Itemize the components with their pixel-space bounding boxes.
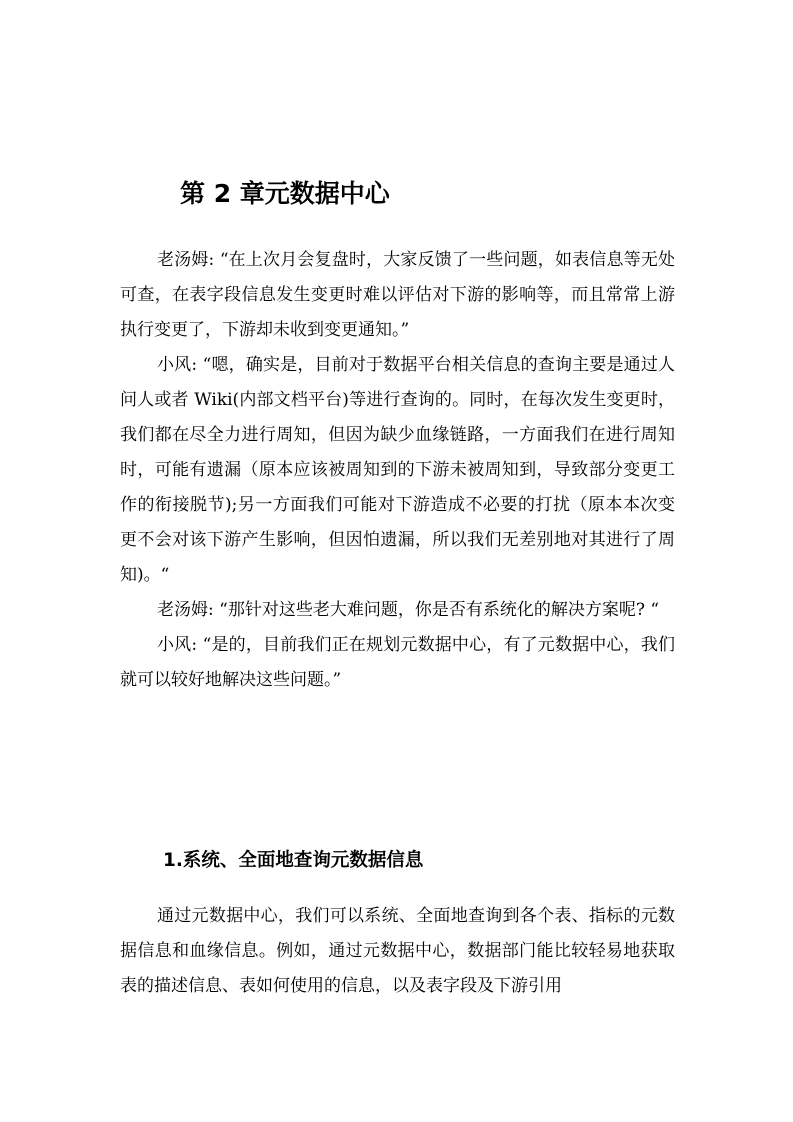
section-paragraph: 通过元数据中心，我们可以系统、全面地查询到各个表、指标的元数据信息和血缘信息。例如，通过元数据中心，数据部门能比较轻易地获取表的描述信息、表如何使用的信息，以及表字段及下游引用: [120, 906, 675, 996]
dialogue-paragraph-4: 小风: “是的，目前我们正在规划元数据中心，有了元数据中心，我们就可以较好地解决这些问题。”: [120, 635, 675, 690]
section-body: [120, 899, 675, 1004]
dialogue-paragraph-1: 老汤姆: “在上次月会复盘时，大家反馈了一些问题，如表信息等无处可查，在表字段信息发生变更时难以评估对下游的影响等，而且常常上游执行变更了，下游却未收到变更通知。”: [120, 250, 675, 340]
chapter-title: 第 2 章元数据中心: [180, 179, 390, 208]
dialogue-block: [120, 243, 675, 698]
section-title: 1.系统、全面地查询元数据信息: [163, 850, 424, 871]
dialogue-paragraph-3: 老汤姆: “那针对这些老大难问题，你是否有系统化的解决方案呢? “: [157, 600, 660, 620]
dialogue-paragraph-2: 小风: “嗯，确实是，目前对于数据平台相关信息的查询主要是通过人问人或者 Wiki(内部文档平台)等进行查询的。同时，在每次发生变更时，我们都在尽全力进行周知，但因为缺少血缘链路，一方面我们在进行周知时，可能有遗漏（原本应该被周知到的下游未被周知到，导致部分变更工作的衔接脱节);另一方面我们可能对下游造成不必要的打扰（原本本次变更不会对该下游产生影响，但因怕遗漏，所以我们无差别地对其进行了周知)。“: [120, 355, 675, 585]
